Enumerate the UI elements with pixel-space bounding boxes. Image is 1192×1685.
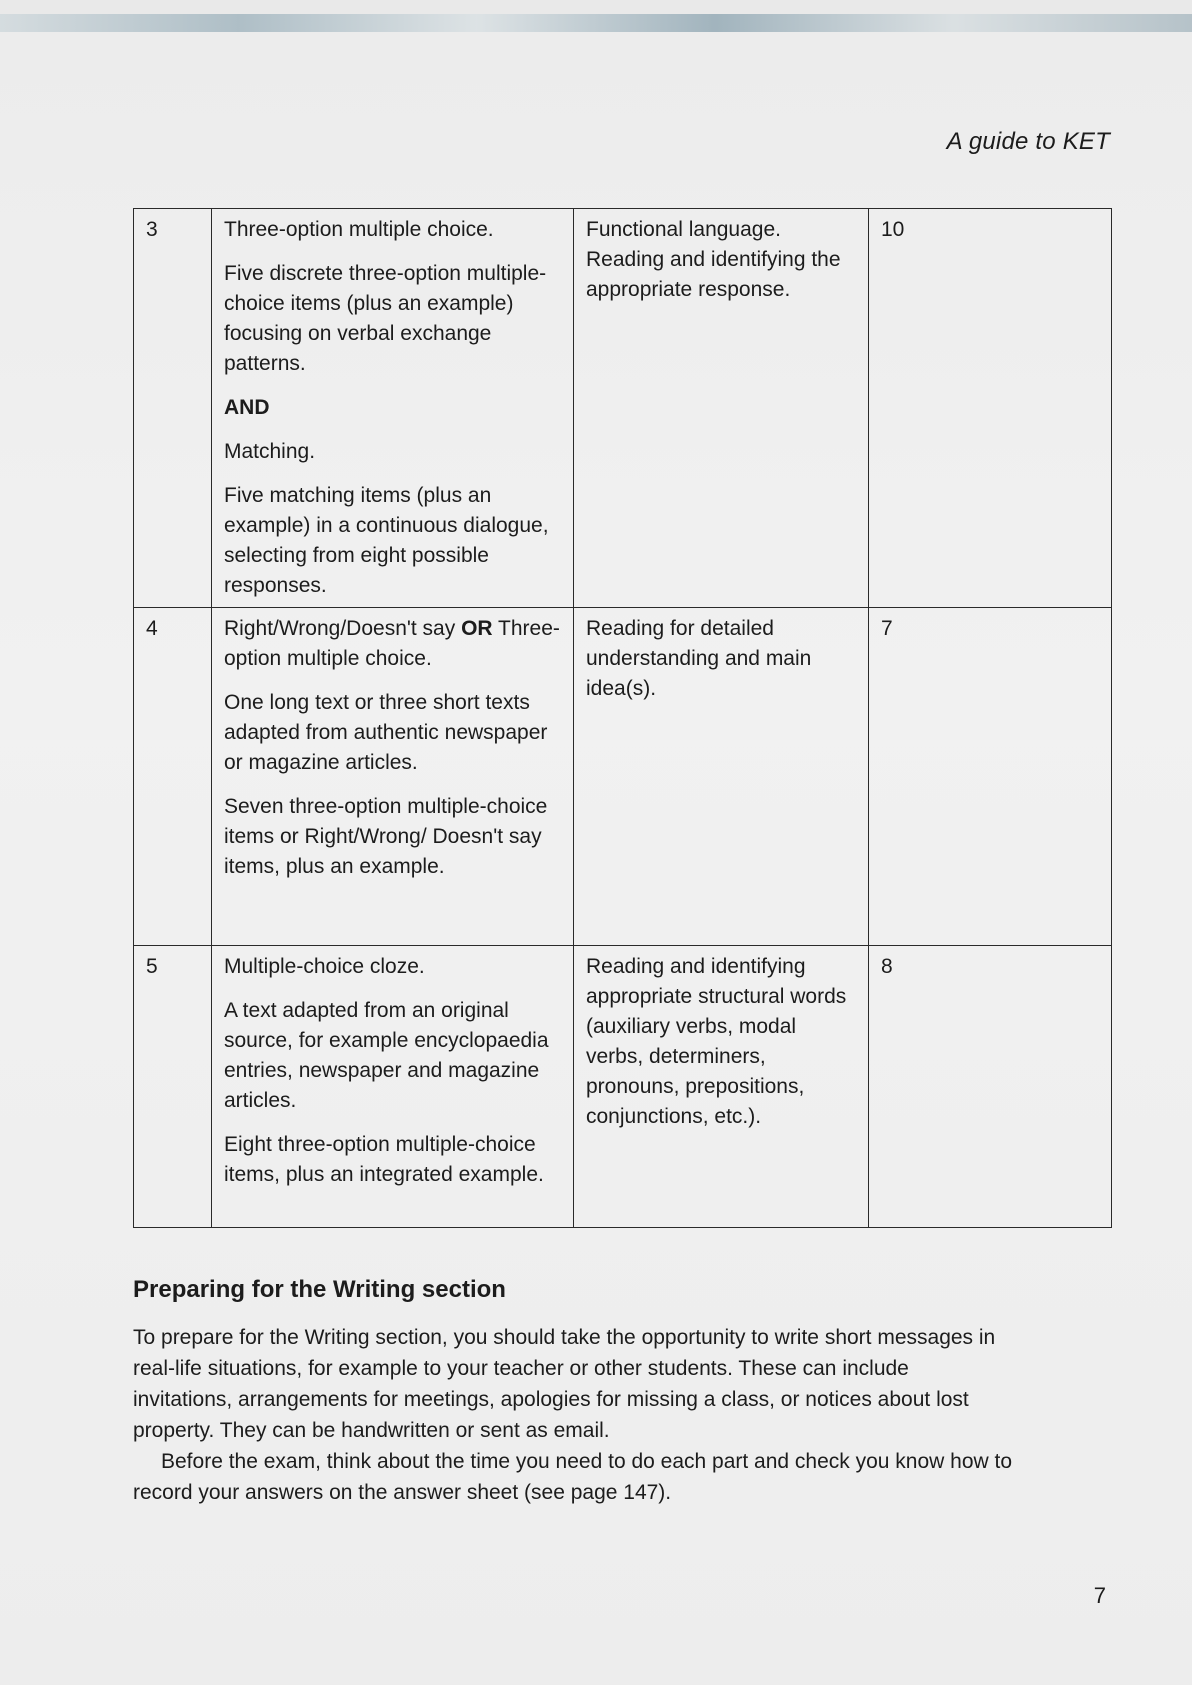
task-text-part: Right/Wrong/Doesn't say <box>224 617 462 640</box>
table-row-part-4 <box>134 608 1112 946</box>
task-text: One long text or three short texts adapted from authentic newspaper or magazine articles. <box>224 691 548 774</box>
skills-cell: Functional language. Reading and identifying the appropriate response. <box>574 209 869 608</box>
task-description-cell <box>212 608 574 946</box>
task-connector: AND <box>224 396 270 419</box>
task-text-part: Three-option multiple choice. <box>224 617 560 670</box>
questions-cell: 7 <box>869 608 1112 946</box>
task-description-cell <box>212 946 574 1228</box>
task-text: Eight three-option multiple-choice items, plus an integrated example. <box>224 1133 544 1186</box>
task-text: Five discrete three-option multiple-choice items (plus an example) focusing on verbal exchange patterns. <box>224 262 547 375</box>
task-text: Five matching items (plus an example) in a continuous dialogue, selecting from eight possible responses. <box>224 484 549 597</box>
task-text: Matching. <box>224 440 316 463</box>
skills-cell: Reading and identifying appropriate structural words (auxiliary verbs, modal verbs, determiners, pronouns, prepositions, conjunctions, etc.). <box>574 946 869 1228</box>
running-header: A guide to KET <box>946 128 1110 155</box>
part-number-cell: 4 <box>134 608 212 946</box>
writing-paragraph-2: Before the exam, think about the time you need to do each part and check you know how to record your answers on the answer sheet (see page 147). <box>133 1450 1013 1504</box>
table-row-part-5 <box>134 946 1112 1228</box>
exam-parts-table <box>133 208 1112 1228</box>
part-number-cell: 5 <box>134 946 212 1228</box>
page-top-edge <box>0 14 1192 32</box>
task-text: A text adapted from an original source, for example encyclopaedia entries, newspaper and magazine articles. <box>224 999 549 1112</box>
page-number: 7 <box>1093 1583 1106 1608</box>
questions-cell: 8 <box>869 946 1112 1228</box>
writing-section-heading: Preparing for the Writing section <box>133 1276 506 1303</box>
task-description-cell <box>212 209 574 608</box>
task-text <box>224 614 561 674</box>
table-row-part-3 <box>134 209 1112 608</box>
task-text: Multiple-choice cloze. <box>224 955 425 978</box>
skills-cell: Reading for detailed understanding and main idea(s). <box>574 608 869 946</box>
writing-paragraph-1: To prepare for the Writing section, you should take the opportunity to write short messages in real-life situations, for example to your teacher or other students. These can include invitations, arrangements for meetings, apologies for missing a class, or notices about lost property. They can be handwritten or sent as email. <box>133 1326 996 1442</box>
part-number-cell: 3 <box>134 209 212 608</box>
questions-cell: 10 <box>869 209 1112 608</box>
task-text: Seven three-option multiple-choice items or Right/Wrong/ Doesn't say items, plus an example. <box>224 795 548 878</box>
task-text: Three-option multiple choice. <box>224 218 494 241</box>
writing-section-body <box>133 1322 1013 1508</box>
task-connector: OR <box>461 617 493 640</box>
